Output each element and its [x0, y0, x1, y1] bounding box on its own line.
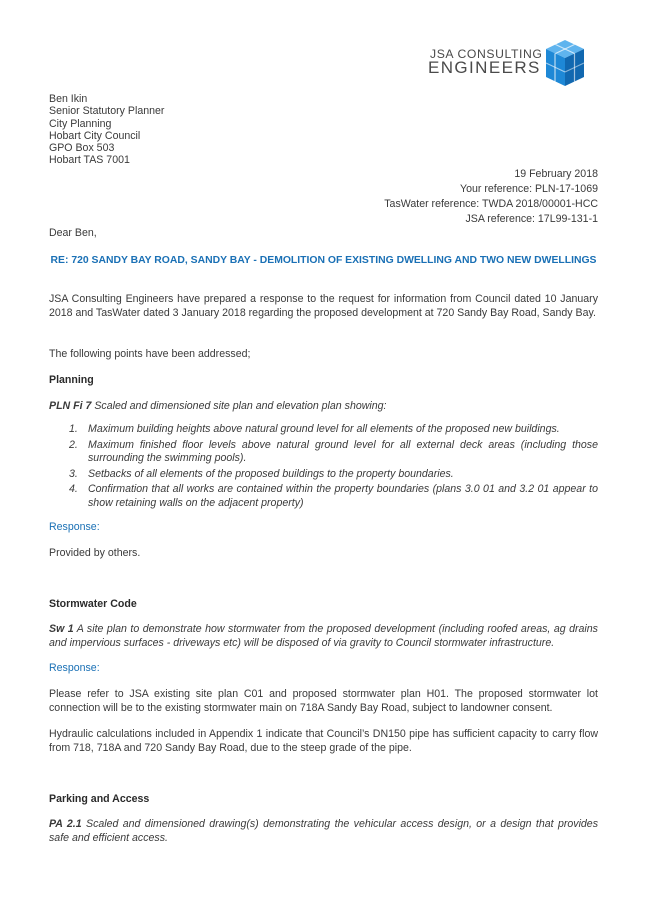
recipient-department: City Planning [49, 117, 112, 130]
recipient-organisation: Hobart City Council [49, 129, 141, 142]
logo-cube-icon [544, 38, 586, 88]
parking-code: PA 2.1 [49, 818, 82, 830]
planning-response: Provided by others. [49, 547, 141, 559]
recipient-city: Hobart TAS 7001 [49, 154, 130, 167]
planning-code: PLN Fi 7 [49, 400, 92, 412]
recipient-address [49, 93, 349, 167]
your-reference: Your reference: PLN-17-1069 [459, 182, 598, 195]
taswater-reference: TasWater reference: TWDA 2018/00001-HCC [384, 197, 598, 210]
list-item-number: 4. [69, 483, 78, 495]
stormwater-heading: Stormwater Code [49, 598, 137, 610]
list-item [49, 468, 598, 482]
planning-request-text: Scaled and dimensioned site plan and elevation plan showing: [91, 400, 387, 412]
planning-response-label: Response: [49, 521, 100, 533]
recipient-title: Senior Statutory Planner [49, 105, 165, 118]
parking-heading: Parking and Access [49, 793, 150, 805]
jsa-reference: JSA reference: 17L99-131-1 [465, 212, 598, 225]
stormwater-request-text: A site plan to demonstrate how stormwater from the proposed development (including roofed areas, ag drains and impervious surfaces - driveways etc) will be disposed of via gravity to Council stormwater infrastructure. [49, 623, 598, 649]
planning-request [49, 400, 598, 414]
list-item-number: 1. [69, 423, 78, 435]
stormwater-response-1: Please refer to JSA existing site plan C01 and proposed stormwater plan H01. The proposed stormwater lot connection will be to the existing stormwater main on 718A Sandy Bay Road, subject to landowner consent. [49, 688, 598, 714]
recipient-po-box: GPO Box 503 [49, 142, 115, 155]
parking-request-text: Scaled and dimensioned drawing(s) demonstrating the vehicular access design, or a design that provides safe and efficient access. [49, 818, 598, 844]
stormwater-response-2: Hydraulic calculations included in Appendix 1 indicate that Council’s DN150 pipe has sufficient capacity to carry flow from 718, 718A and 720 Sandy Bay Road, due to the steep grade of the pipe. [49, 728, 598, 754]
list-item-text: Setbacks of all elements of the proposed buildings to the property boundaries. [88, 467, 454, 480]
stormwater-request [49, 623, 598, 650]
list-item-text: Maximum building heights above natural ground level for all elements of the proposed new buildings. [88, 423, 560, 435]
salutation: Dear Ben, [49, 227, 97, 239]
letter-date: 19 February 2018 [514, 168, 598, 180]
list-item [49, 439, 598, 466]
intro-paragraph: JSA Consulting Engineers have prepared a response to the request for information from Council dated 10 January 2018 and TasWater dated 3 January 2018 regarding the proposed development at 720 Sandy Bay Road, Sandy Bay. [49, 293, 598, 319]
list-item [49, 423, 598, 437]
list-item-number: 2. [69, 438, 78, 451]
list-item-number: 3. [69, 467, 78, 480]
subject-line: RE: 720 SANDY BAY ROAD, SANDY BAY - DEMOLITION OF EXISTING DWELLING AND TWO NEW DWELLINGS [50, 255, 597, 266]
planning-items-list [49, 423, 598, 512]
reference-block [198, 168, 598, 228]
points-intro: The following points have been addressed; [49, 348, 251, 360]
stormwater-code: Sw 1 [49, 623, 74, 635]
logo-line-2: ENGINEERS [428, 58, 541, 77]
logo-line-1: JSA CONSULTING [430, 47, 543, 61]
list-item-text: Maximum finished floor levels above natural ground level for all external deck areas (including those surrounding the swimming pools). [88, 438, 598, 464]
list-item-text: Confirmation that all works are contained within the property boundaries (plans 3.0 01 and 3.2 01 appear to show retaining walls on the adjacent property) [88, 483, 598, 509]
list-item [49, 483, 598, 510]
stormwater-response-label: Response: [49, 662, 100, 674]
recipient-name: Ben Ikin [49, 93, 88, 105]
parking-request [49, 818, 598, 845]
company-logo [427, 38, 587, 88]
planning-heading: Planning [49, 374, 94, 386]
